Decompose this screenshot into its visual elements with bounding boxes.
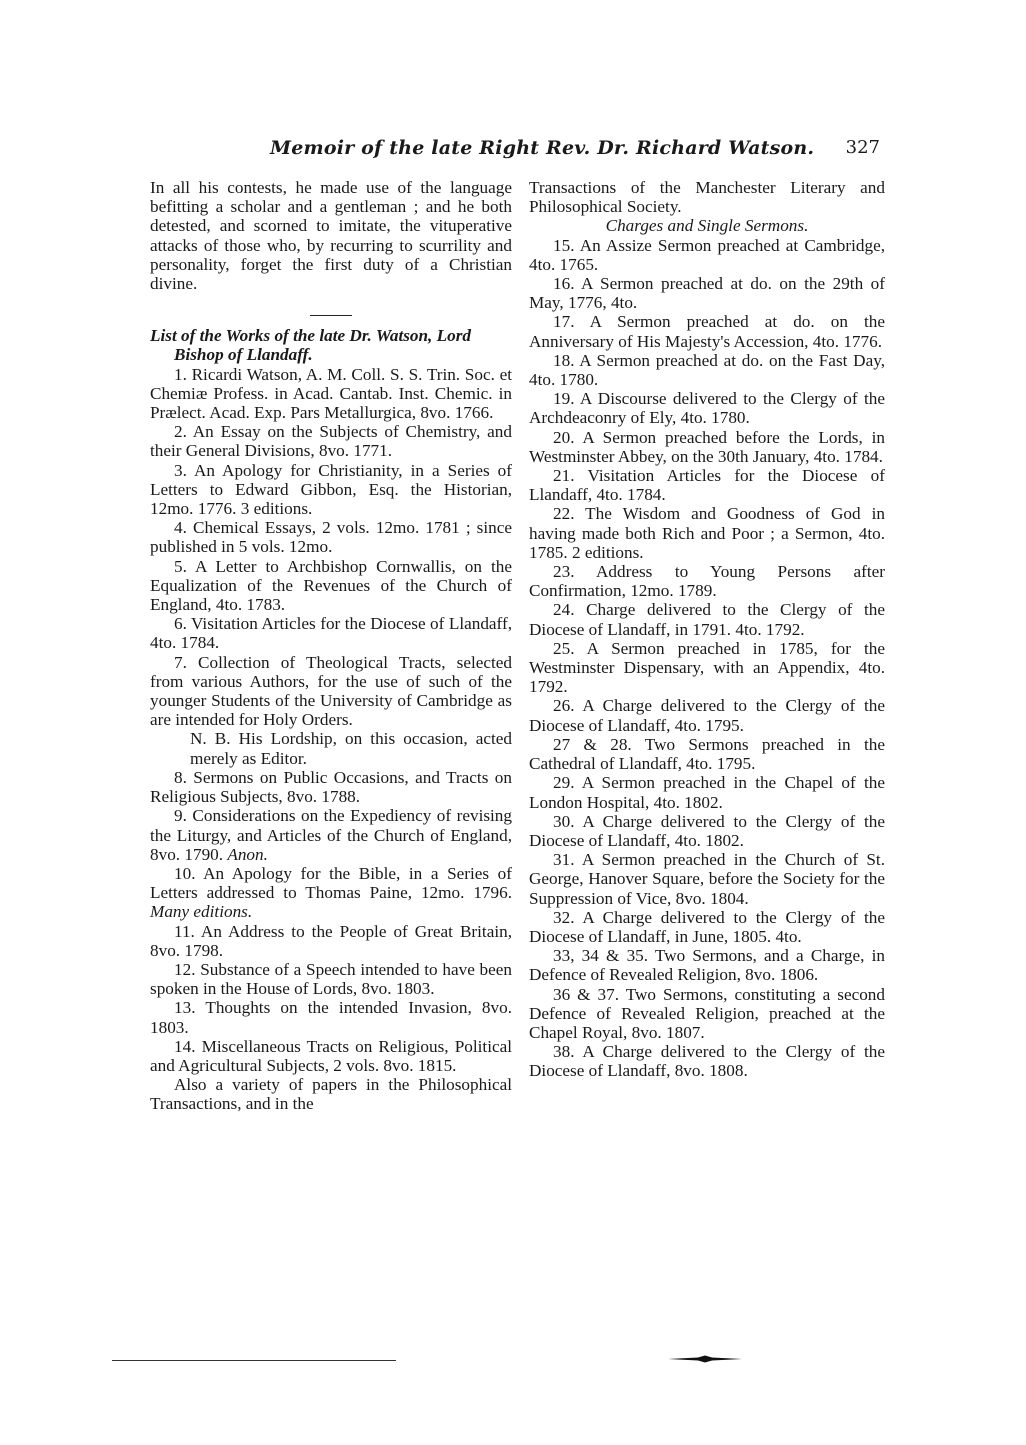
right-column xyxy=(529,178,885,1081)
list-item: 12. Substance of a Speech intended to have been spoken in the House of Lords, 8vo. 1803. xyxy=(150,959,512,999)
list-item xyxy=(150,864,512,922)
list-item: 8. Sermons on Public Occasions, and Tracts on Religious Subjects, 8vo. 1788. xyxy=(150,767,512,807)
list-item: 14. Miscellaneous Tracts on Religious, Political and Agricultural Subjects, 2 vols. 8vo. 1815. xyxy=(150,1036,512,1075)
list-item: 11. An Address to the People of Great Britain, 8vo. 1798. xyxy=(150,921,512,960)
list-item: 36 & 37. Two Sermons, constituting a second Defence of Revealed Religion, preached at the Chapel Royal, 8vo. 1807. xyxy=(529,984,885,1042)
list-item-note: Anon. xyxy=(227,844,268,864)
list-item: 26. A Charge delivered to the Clergy of the Diocese of Llandaff, 4to. 1795. xyxy=(529,696,885,735)
works-list-heading: List of the Works of the late Dr. Watson, Lord Bishop of Llandaff. xyxy=(150,326,472,365)
page-number: 327 xyxy=(845,137,880,158)
list-item-text: 10. An Apology for the Bible, in a Series of Letters addressed to Thomas Paine, 12mo. 1796. xyxy=(150,863,512,903)
section-heading: Charges and Single Sermons. xyxy=(605,216,809,236)
list-item: 16. A Sermon preached at do. on the 29th of May, 1776, 4to. xyxy=(529,274,885,313)
list-item: 17. A Sermon preached at do. on the Anniversary of His Majesty's Accession, 4to. 1776. xyxy=(529,312,885,351)
section-divider xyxy=(310,315,352,316)
list-item: 27 & 28. Two Sermons preached in the Cathedral of Llandaff, 4to. 1795. xyxy=(529,734,885,774)
list-item: 3. An Apology for Christianity, in a Series of Letters to Edward Gibbon, Esq. the Historian, 12mo. 1776. 3 editions. xyxy=(150,460,512,519)
list-item: 30. A Charge delivered to the Clergy of the Diocese of Llandaff, 4to. 1802. xyxy=(529,811,885,850)
list-item: 2. An Essay on the Subjects of Chemistry, and their General Divisions, 8vo. 1771. xyxy=(150,422,512,461)
intro-paragraph: In all his contests, he made use of the language befitting a scholar and a gentleman ; and he both detested, and scorned to imitate, the vituperative attacks of those who, by recurring to scurrility and personality, forget the first duty of a Christian divine. xyxy=(150,178,512,294)
nb-note: N. B. His Lordship, on this occasion, acted merely as Editor. xyxy=(190,729,512,768)
list-item: 29. A Sermon preached in the Chapel of the London Hospital, 4to. 1802. xyxy=(529,773,885,812)
list-item: 19. A Discourse delivered to the Clergy of the Archdeaconry of Ely, 4to. 1780. xyxy=(529,389,885,428)
list-item: 15. An Assize Sermon preached at Cambridge, 4to. 1765. xyxy=(529,235,885,274)
list-item-note: Many editions. xyxy=(150,902,253,922)
list-item-text: 9. Considerations on the Expediency of revising the Liturgy, and Articles of the Church of England, 8vo. 1790. xyxy=(150,806,512,864)
list-item: 4. Chemical Essays, 2 vols. 12mo. 1781 ; since published in 5 vols. 12mo. xyxy=(150,518,512,557)
list-item: 33, 34 & 35. Two Sermons, and a Charge, in Defence of Revealed Religion, 8vo. 1806. xyxy=(529,946,885,985)
list-item: 24. Charge delivered to the Clergy of the Diocese of Llandaff, in 1791. 4to. 1792. xyxy=(529,600,885,639)
page-title: Memoir of the late Right Rev. Dr. Richard Watson. xyxy=(270,137,815,159)
list-item: 7. Collection of Theological Tracts, selected from various Authors, for the use of such of the younger Students of the University of Cambridge as are intended for Holy Orders. xyxy=(150,652,512,730)
list-item: 18. A Sermon preached at do. on the Fast Day, 4to. 1780. xyxy=(529,350,885,390)
list-item: 1. Ricardi Watson, A. M. Coll. S. S. Trin. Soc. et Chemiæ Profess. in Acad. Cantab. Inst. Chemic. in Prælect. Acad. Exp. Pars Metallurgica, 8vo. 1766. xyxy=(150,364,512,423)
continuation-paragraph: Transactions of the Manchester Literary and Philosophical Society. xyxy=(529,178,885,217)
list-item: 32. A Charge delivered to the Clergy of the Diocese of Llandaff, in June, 1805. 4to. xyxy=(529,907,885,946)
list-item: 25. A Sermon preached in 1785, for the Westminster Dispensary, with an Appendix, 4to. 1792. xyxy=(529,638,885,697)
list-item: 21. Visitation Articles for the Diocese of Llandaff, 4to. 1784. xyxy=(529,466,885,505)
list-item: 20. A Sermon preached before the Lords, in Westminster Abbey, on the 30th January, 4to. 1784. xyxy=(529,427,885,466)
tailpiece-ornament xyxy=(668,1354,742,1364)
closing-paragraph: Also a variety of papers in the Philosophical Transactions, and in the xyxy=(150,1075,512,1114)
list-item: 31. A Sermon preached in the Church of St. George, Hanover Square, before the Society for the Suppression of Vice, 8vo. 1804. xyxy=(529,850,885,908)
left-column xyxy=(150,178,512,1114)
list-item xyxy=(150,806,512,864)
list-item: 38. A Charge delivered to the Clergy of the Diocese of Llandaff, 8vo. 1808. xyxy=(529,1042,885,1081)
footer-rule xyxy=(112,1360,396,1361)
list-item: 5. A Letter to Archbishop Cornwallis, on the Equalization of the Revenues of the Church of England, 4to. 1783. xyxy=(150,556,512,615)
list-item: 23. Address to Young Persons after Confirmation, 12mo. 1789. xyxy=(529,562,885,601)
list-item: 13. Thoughts on the intended Invasion, 8vo. 1803. xyxy=(150,998,512,1037)
list-item: 6. Visitation Articles for the Diocese of Llandaff, 4to. 1784. xyxy=(150,614,512,653)
running-header xyxy=(150,137,880,167)
list-item: 22. The Wisdom and Goodness of God in having made both Rich and Poor ; a Sermon, 4to. 1785. 2 editions. xyxy=(529,504,885,562)
